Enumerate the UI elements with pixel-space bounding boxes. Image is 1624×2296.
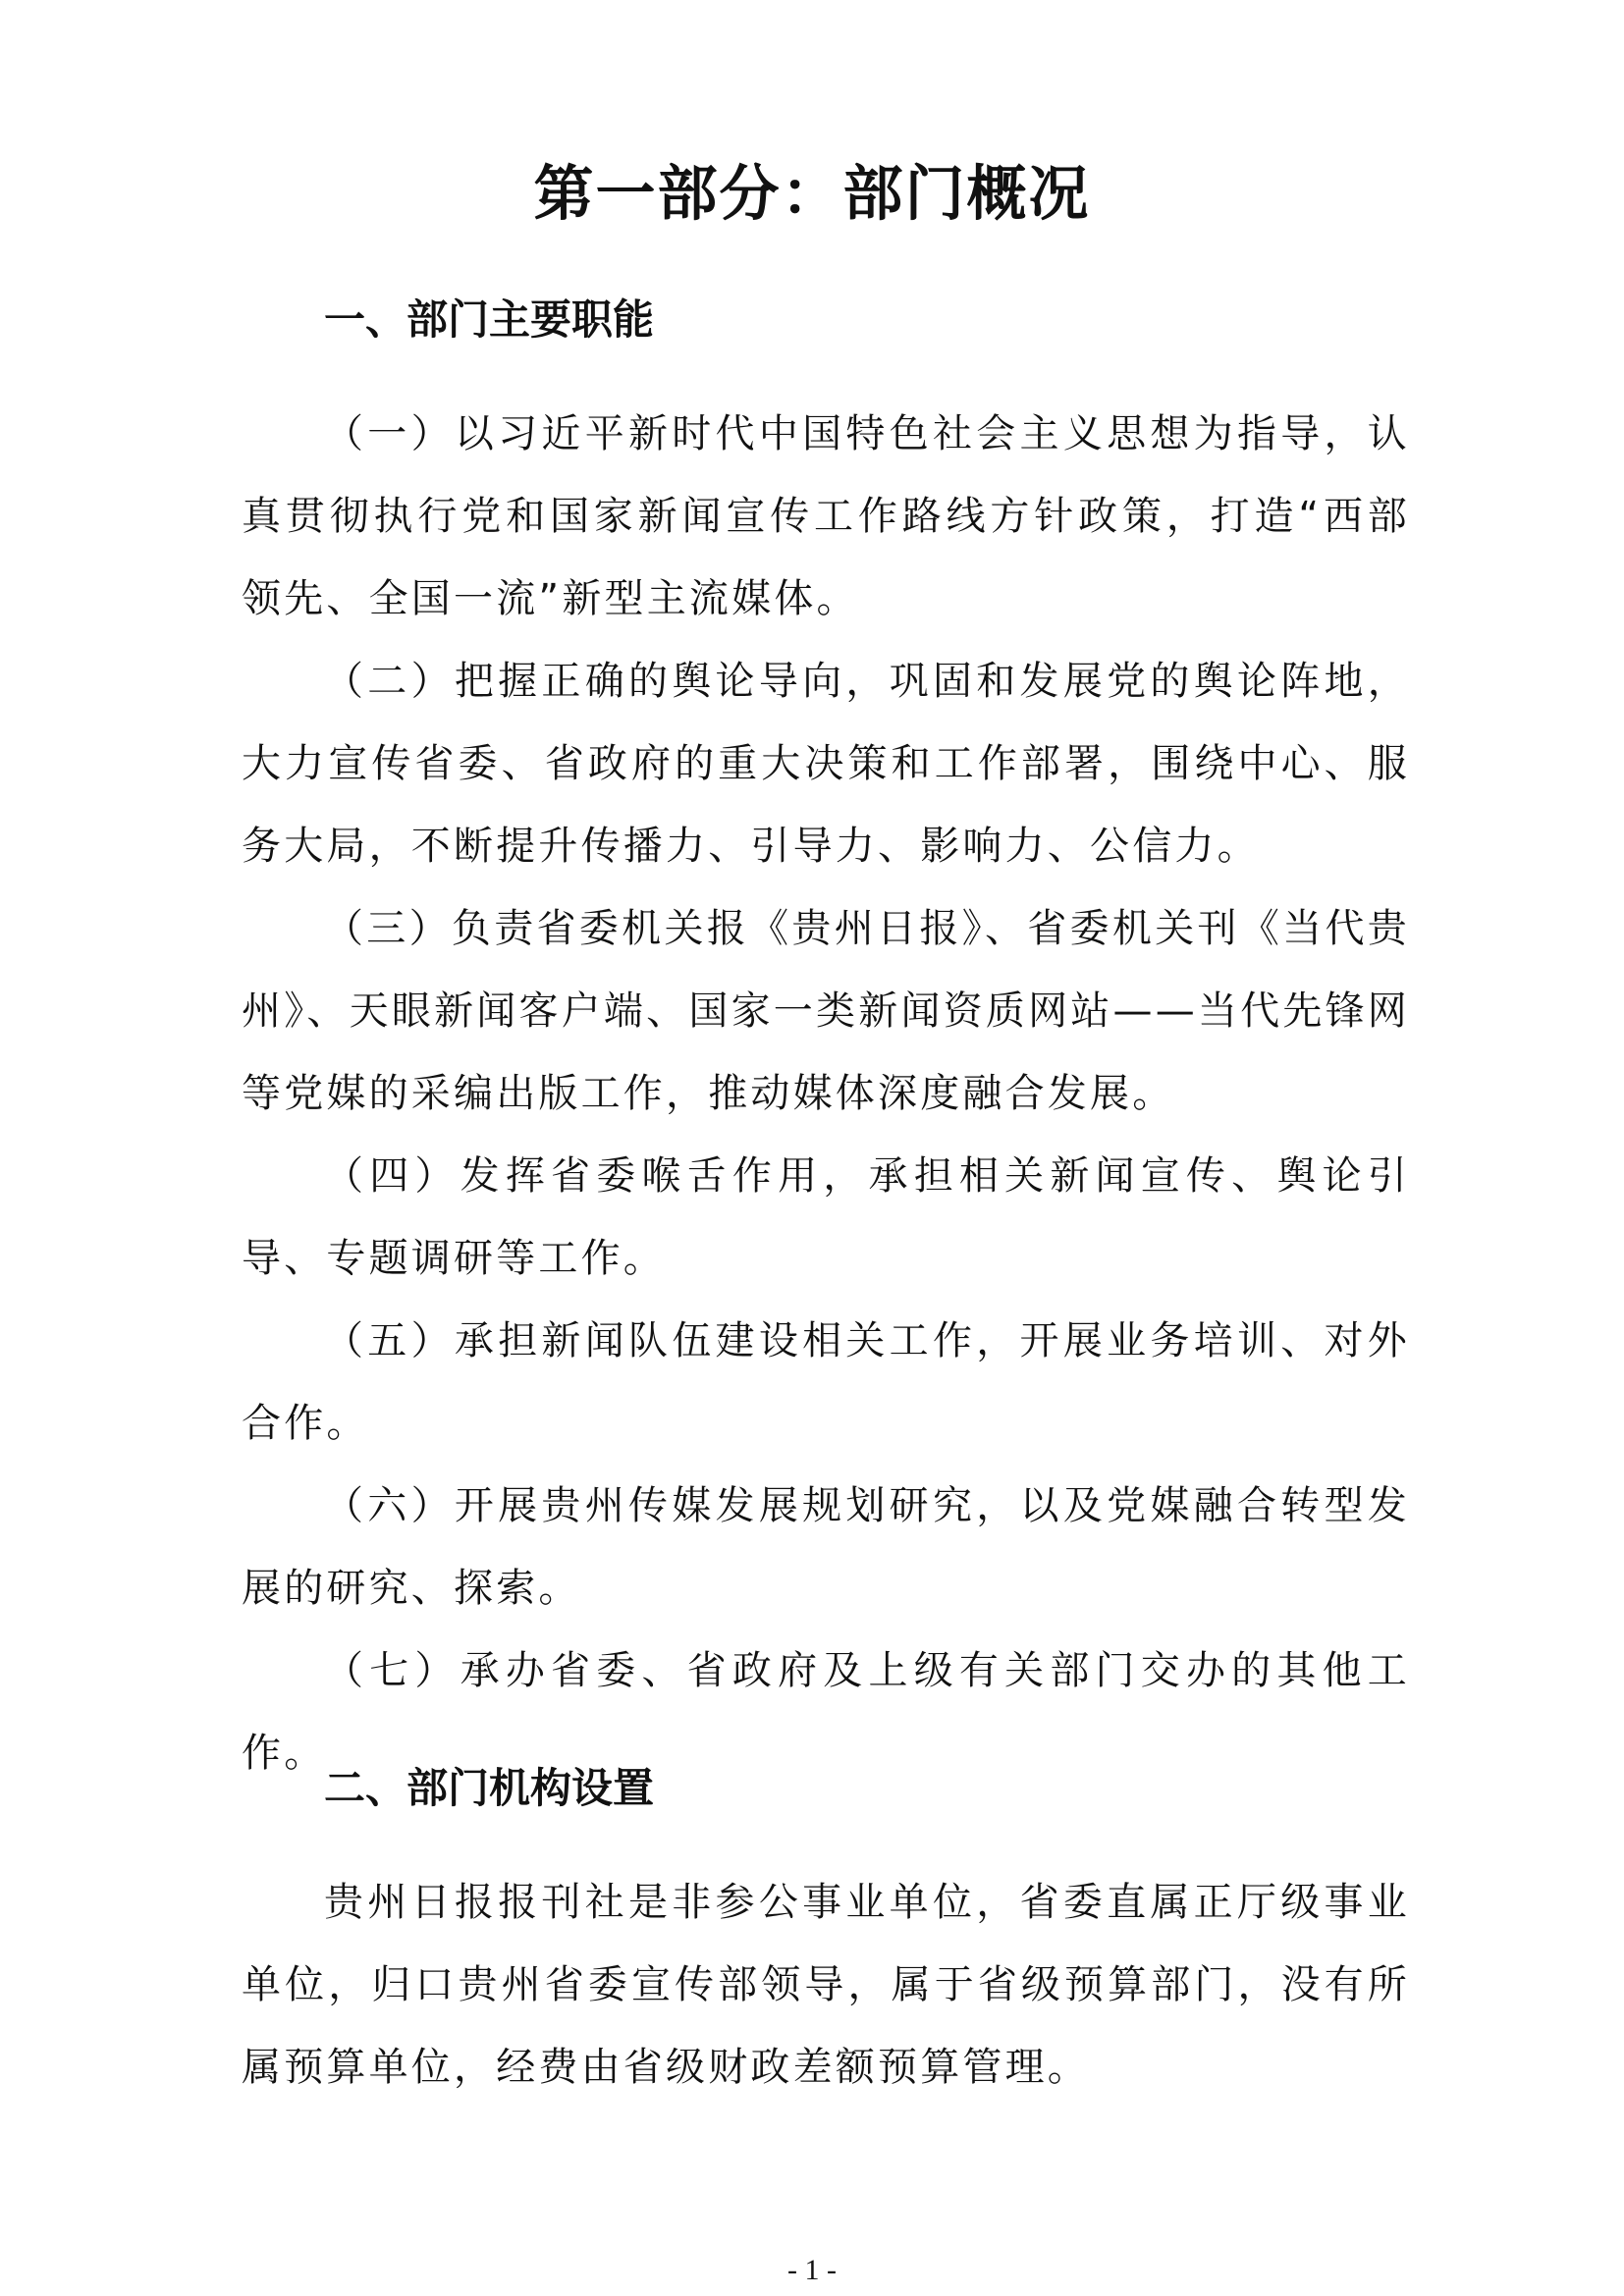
- page-number: - 1 -: [787, 2254, 837, 2286]
- paragraph-function-4: （四）发挥省委喉舌作用，承担相关新闻宣传、舆论引导、专题调研等工作。: [242, 1153, 1410, 1281]
- section-heading-organization: 二、部门机构设置: [324, 1764, 655, 1812]
- paragraph-organization: 贵州日报报刊社是非参公事业单位，省委直属正厅级事业单位，归口贵州省委宣传部领导，属于省级预算部门，没有所属预算单位，经费由省级财政差额预算管理。: [242, 1880, 1410, 2090]
- paragraph-function-2: （二）把握正确的舆论导向，巩固和发展党的舆论阵地，大力宣传省委、省政府的重大决策和工作部署，围绕中心、服务大局，不断提升传播力、引导力、影响力、公信力。: [242, 659, 1410, 869]
- paragraph-function-3: （三）负责省委机关报《贵州日报》、省委机关刊《当代贵州》、天眼新闻客户端、国家一类新闻资质网站——当代先锋网等党媒的采编出版工作，推动媒体深度融合发展。: [242, 906, 1410, 1116]
- paragraph-function-6: （六）开展贵州传媒发展规划研究，以及党媒融合转型发展的研究、探索。: [242, 1483, 1410, 1611]
- paragraph-function-1: （一）以习近平新时代中国特色社会主义思想为指导，认真贯彻执行党和国家新闻宣传工作路线方针政策，打造“西部领先、全国一流”新型主流媒体。: [242, 411, 1410, 621]
- section-heading-functions: 一、部门主要职能: [324, 295, 655, 344]
- paragraph-function-5: （五）承担新闻队伍建设相关工作，开展业务培训、对外合作。: [242, 1318, 1410, 1446]
- page-title: 第一部分：部门概况: [533, 159, 1091, 229]
- paragraph-function-7: （七）承办省委、省政府及上级有关部门交办的其他工作。: [242, 1648, 1410, 1776]
